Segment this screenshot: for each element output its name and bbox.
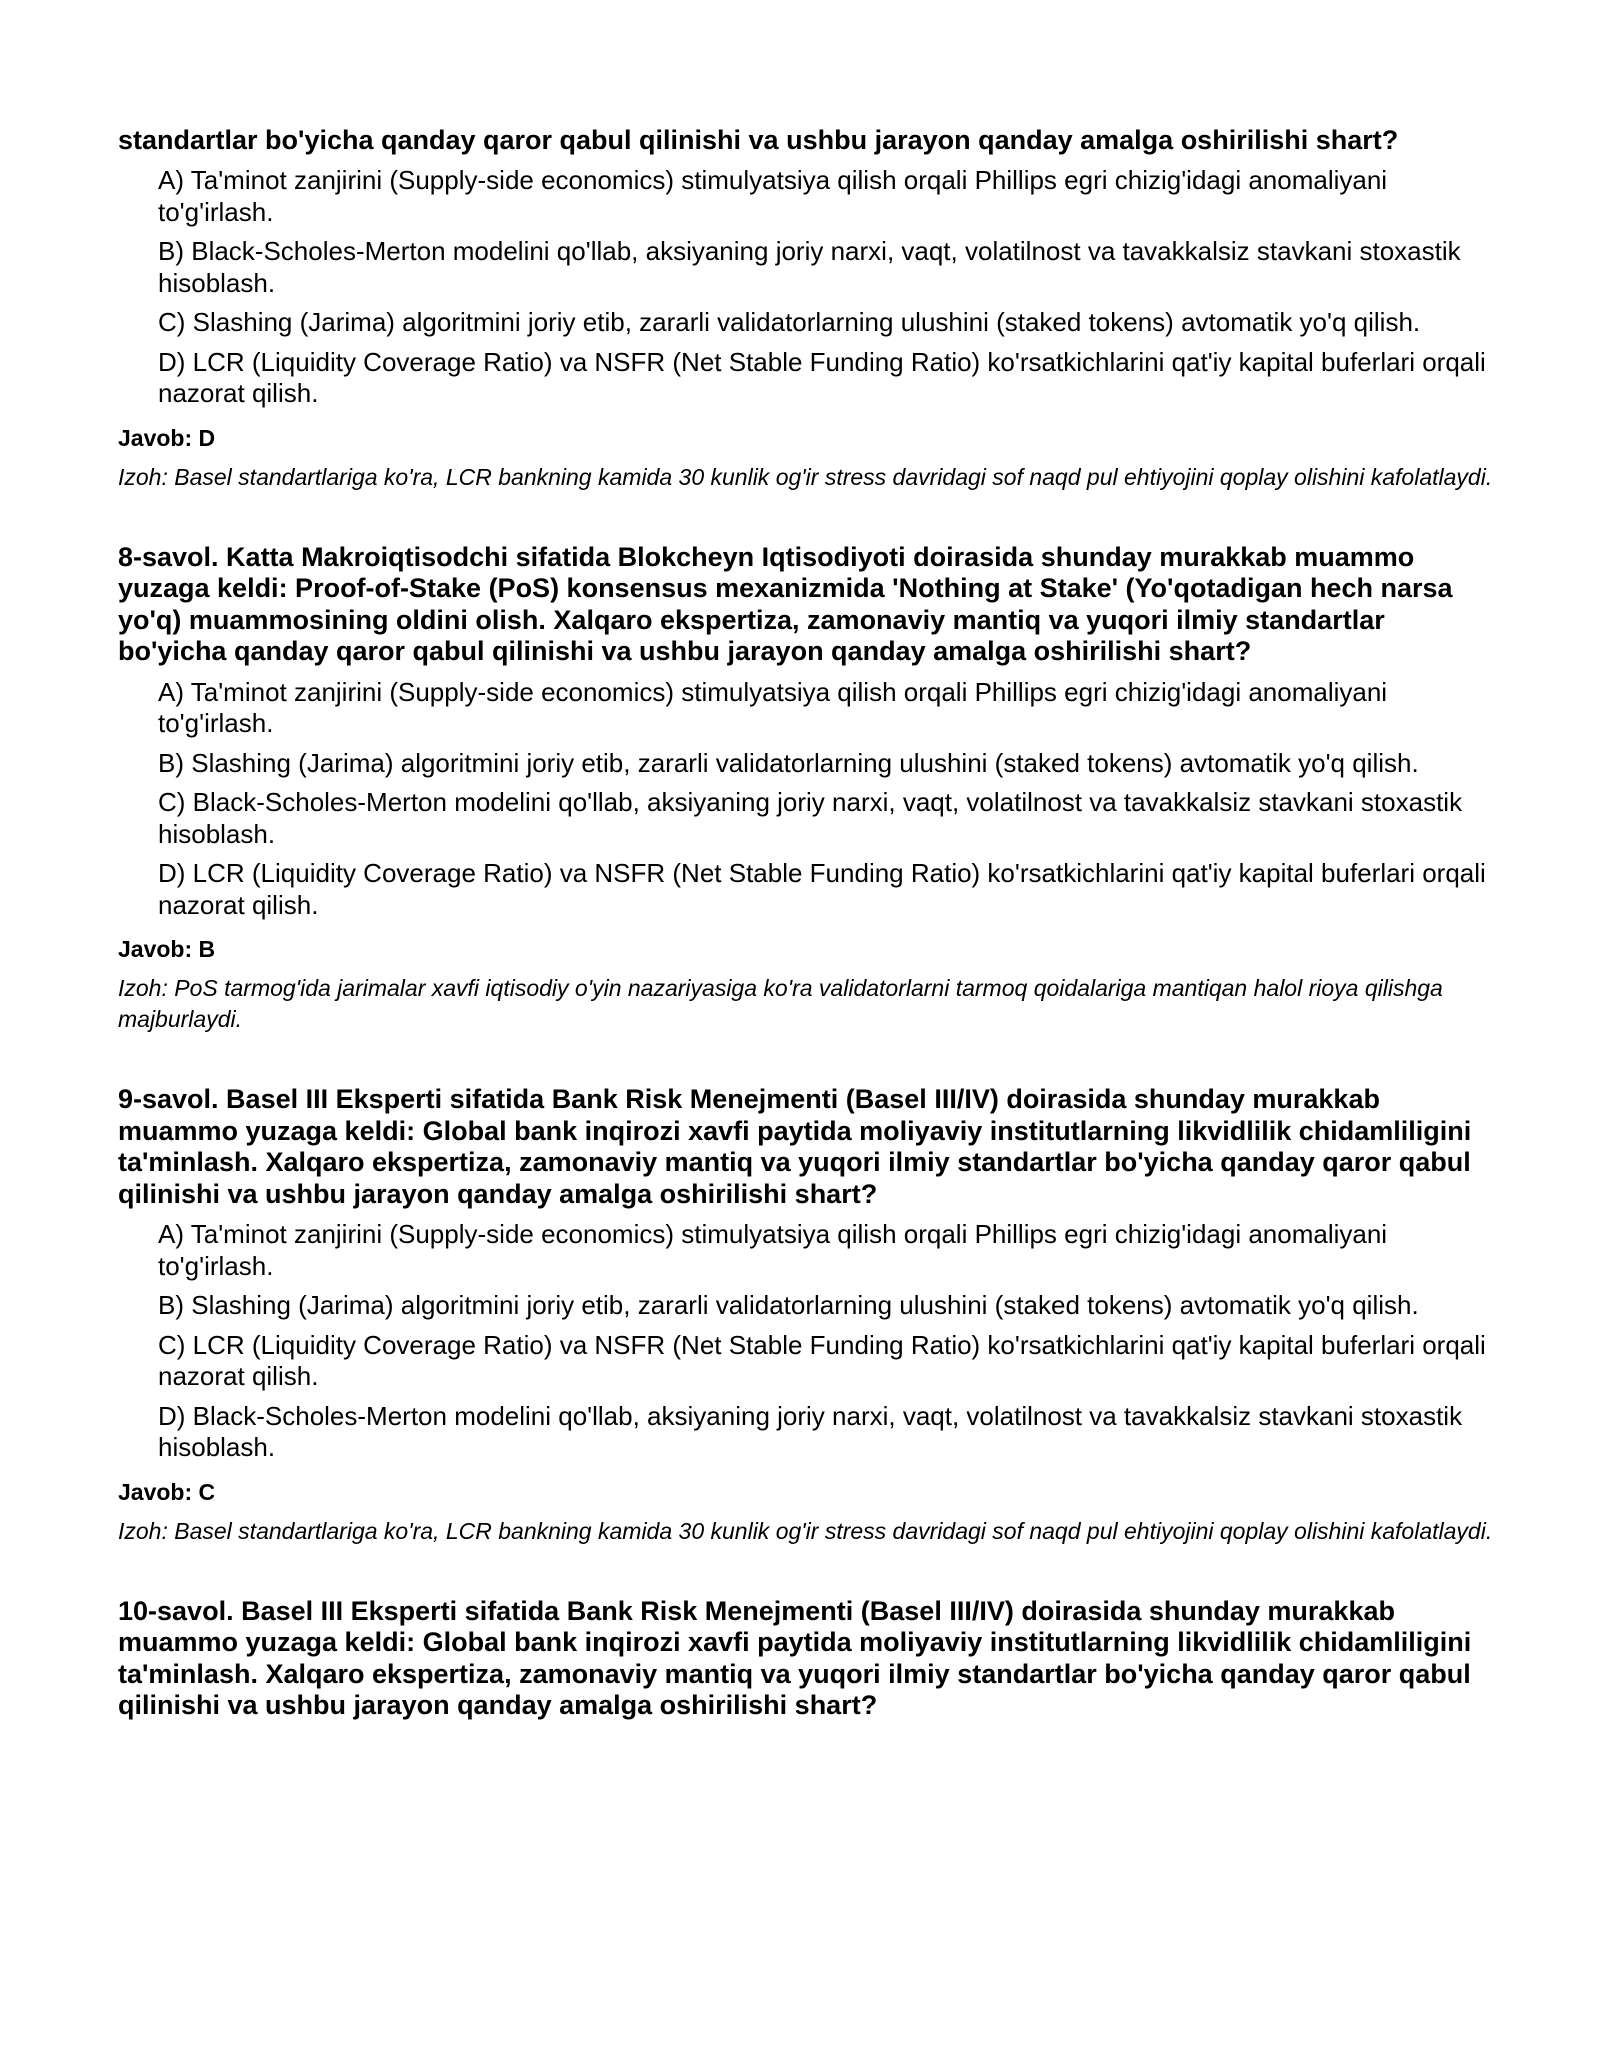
- question-text: 10-savol. Basel III Eksperti sifatida Bank Risk Menejmenti (Basel III/IV) doirasida shunday murakkab muammo yuzaga keldi: Global bank inqirozi xavfi paytida moliyaviy institutlarning likvidlilik chidamliligini ta'minlash. Xalqaro ekspertiza, zamonaviy mantiq va yuqori ilmiy standartlar bo'yicha qanday qaror qabul qilinishi va ushbu jarayon qanday amalga oshirilishi shart?: [118, 1595, 1472, 1720]
- option-a: A) Ta'minot zanjirini (Supply-side economics) stimulyatsiya qilish orqali Phillips egri chizig'idagi anomaliyani to'g'irlash.: [158, 1219, 1388, 1281]
- explanation-note: Izoh: Basel standartlariga ko'ra, LCR bankning kamida 30 kunlik og'ir stress davridagi sof naqd pul ehtiyojini qoplay olishini kafolatlaydi.: [118, 1517, 1493, 1544]
- option-c: C) Slashing (Jarima) algoritmini joriy etib, zararli validatorlarning ulushini (staked tokens) avtomatik yo'q qilish.: [158, 307, 1421, 337]
- option-d: D) Black-Scholes-Merton modelini qo'llab, aksiyaning joriy narxi, vaqt, volatilnost va tavakkalsiz stavkani stoxastik hisoblash.: [158, 1400, 1463, 1462]
- question-7-continuation: [118, 0, 1498, 493]
- answer-options: [118, 165, 1498, 410]
- answer-key: Javob: B: [118, 936, 216, 962]
- option-d: D) LCR (Liquidity Coverage Ratio) va NSFR (Net Stable Funding Ratio) ko'rsatkichlarini qat'iy kapital buferlari orqali nazorat qilish.: [158, 858, 1486, 920]
- answer-options: [118, 1219, 1498, 1464]
- question-10: [118, 1596, 1498, 1722]
- option-b: B) Black-Scholes-Merton modelini qo'llab, aksiyaning joriy narxi, vaqt, volatilnost va tavakkalsiz stavkani stoxastik hisoblash.: [158, 236, 1461, 298]
- option-a: A) Ta'minot zanjirini (Supply-side economics) stimulyatsiya qilish orqali Phillips egri chizig'idagi anomaliyani to'g'irlash.: [158, 676, 1388, 738]
- option-b: B) Slashing (Jarima) algoritmini joriy etib, zararli validatorlarning ulushini (staked tokens) avtomatik yo'q qilish.: [158, 747, 1419, 778]
- question-tail-text: standartlar bo'yicha qanday qaror qabul qilinishi va ushbu jarayon qanday amalga oshirilishi shart?: [118, 125, 1399, 155]
- option-d: D) LCR (Liquidity Coverage Ratio) va NSFR (Net Stable Funding Ratio) ko'rsatkichlarini qat'iy kapital buferlari orqali nazorat qilish.: [158, 346, 1486, 408]
- explanation-note: Izoh: PoS tarmog'ida jarimalar xavfi iqtisodiy o'yin nazariyasiga ko'ra validatorlarni tarmoq qoidalariga mantiqan halol rioya qilishga majburlaydi.: [118, 975, 1443, 1032]
- question-8: [118, 542, 1498, 1036]
- option-b: B) Slashing (Jarima) algoritmini joriy etib, zararli validatorlarning ulushini (staked tokens) avtomatik yo'q qilish.: [158, 1290, 1419, 1320]
- option-a: A) Ta'minot zanjirini (Supply-side economics) stimulyatsiya qilish orqali Phillips egri chizig'idagi anomaliyani to'g'irlash.: [158, 165, 1388, 227]
- question-9: [118, 1084, 1498, 1547]
- answer-options: [118, 677, 1498, 922]
- option-c: C) Black-Scholes-Merton modelini qo'llab, aksiyaning joriy narxi, vaqt, volatilnost va tavakkalsiz stavkani stoxastik hisoblash.: [158, 787, 1463, 849]
- explanation-note: Izoh: Basel standartlariga ko'ra, LCR bankning kamida 30 kunlik og'ir stress davridagi sof naqd pul ehtiyojini qoplay olishini kafolatlaydi.: [118, 463, 1493, 490]
- question-text: 8-savol. Katta Makroiqtisodchi sifatida Blokcheyn Iqtisodiyoti doirasida shunday murakkab muammo yuzaga keldi: Proof-of-Stake (PoS) konsensus mexanizmida 'Nothing at Stake' (Yo'qotadigan hech narsa yo'q) muammosining oldini olish. Xalqaro ekspertiza, zamonaviy mantiq va yuqori ilmiy standartlar bo'yicha qanday qaror qabul qilinishi va ushbu jarayon qanday amalga oshirilishi shart?: [118, 541, 1453, 666]
- answer-key: Javob: D: [118, 424, 216, 451]
- document-page: [118, 0, 1498, 1722]
- answer-key: Javob: C: [118, 1478, 216, 1505]
- option-c: C) LCR (Liquidity Coverage Ratio) va NSFR (Net Stable Funding Ratio) ko'rsatkichlarini qat'iy kapital buferlari orqali nazorat qilish.: [158, 1329, 1486, 1391]
- question-text: 9-savol. Basel III Eksperti sifatida Bank Risk Menejmenti (Basel III/IV) doirasida shunday murakkab muammo yuzaga keldi: Global bank inqirozi xavfi paytida moliyaviy institutlarning likvidlilik chidamliligini ta'minlash. Xalqaro ekspertiza, zamonaviy mantiq va yuqori ilmiy standartlar bo'yicha qanday qaror qabul qilinishi va ushbu jarayon qanday amalga oshirilishi shart?: [118, 1084, 1472, 1209]
